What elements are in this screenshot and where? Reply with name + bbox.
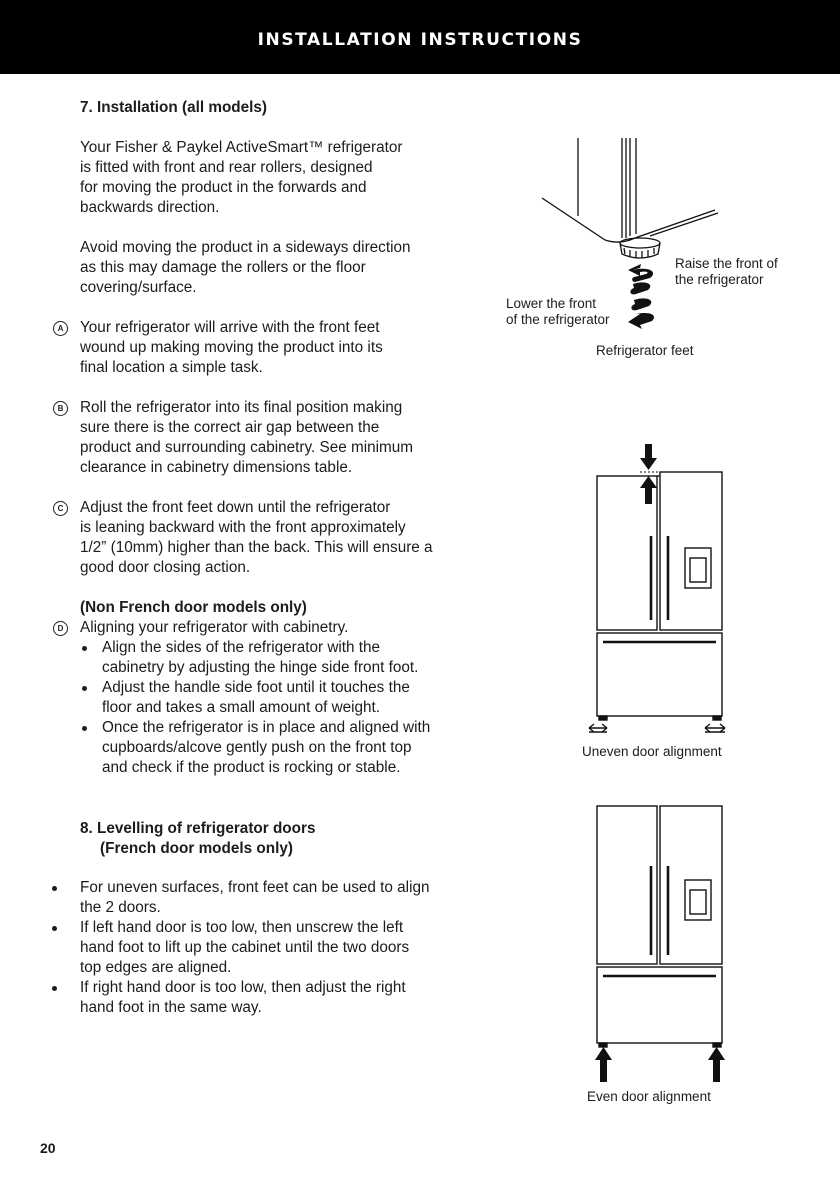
s8-bullet-3-line-1: If right hand door is too low, then adjust the right [80, 979, 406, 996]
s8-bullet-2-line-3: top edges are aligned. [80, 959, 232, 976]
step-a-line-3: final location a simple task. [80, 359, 263, 376]
step-c-line-3: 1/2” (10mm) higher than the back. This will ensure a [80, 539, 433, 556]
step-d-line: Aligning your refrigerator with cabinetry. [80, 619, 349, 636]
d-bullet-1-line-1: Align the sides of the refrigerator with the [102, 639, 381, 656]
page-number: 20 [40, 1140, 56, 1156]
step-a-marker: A [53, 321, 68, 336]
step-b-line-1: Roll the refrigerator into its final position making [80, 399, 403, 416]
s8-bullet-3-line-2: hand foot in the same way. [80, 999, 262, 1016]
d-bullet-1-line-2: cabinetry by adjusting the hinge side front foot. [102, 659, 419, 676]
step-d-marker: D [53, 621, 68, 636]
raise-label-line-2: the refrigerator [675, 272, 764, 287]
even-door-fridge-illustration [585, 800, 735, 1090]
uneven-door-fridge-illustration [585, 440, 735, 740]
d-bullet-2-line-2: floor and takes a small amount of weight. [102, 699, 381, 716]
step-a-line-2: wound up making moving the product into its [80, 339, 383, 356]
bullet-dot [52, 986, 57, 991]
avoid-line-3: covering/surface. [80, 279, 197, 296]
bullet-dot [52, 886, 57, 891]
intro-line-4: backwards direction. [80, 199, 220, 216]
lower-label-line-2: of the refrigerator [506, 312, 610, 327]
d-bullet-2-line-1: Adjust the handle side foot until it touches the [102, 679, 410, 696]
step-c-line-4: good door closing action. [80, 559, 251, 576]
uneven-caption: Uneven door alignment [582, 744, 722, 759]
header-title: INSTALLATION INSTRUCTIONS [257, 30, 583, 50]
raise-label-line-1: Raise the front of [675, 256, 778, 271]
d-bullet-3-line-2: cupboards/alcove gently push on the front top [102, 739, 412, 756]
intro-line-1: Your Fisher & Paykel ActiveSmart™ refrigerator [80, 139, 403, 156]
bullet-dot [82, 726, 87, 731]
section-7-heading: 7. Installation (all models) [80, 99, 267, 116]
step-c-marker: C [53, 501, 68, 516]
intro-line-3: for moving the product in the forwards and [80, 179, 367, 196]
d-bullet-3-line-3: and check if the product is rocking or stable. [102, 759, 401, 776]
step-b-marker: B [53, 401, 68, 416]
d-bullet-3-line-1: Once the refrigerator is in place and aligned with [102, 719, 431, 736]
feet-caption: Refrigerator feet [596, 343, 694, 358]
step-c-line-1: Adjust the front feet down until the refrigerator [80, 499, 391, 516]
bullet-dot [82, 646, 87, 651]
section-8-subheading: (French door models only) [100, 840, 293, 857]
step-b-line-2: sure there is the correct air gap between the [80, 419, 380, 436]
avoid-line-2: as this may damage the rollers or the floor [80, 259, 366, 276]
bullet-dot [52, 926, 57, 931]
s8-bullet-1-line-2: the 2 doors. [80, 899, 161, 916]
lower-label-line-1: Lower the front [506, 296, 597, 311]
step-c-line-2: is leaning backward with the front approximately [80, 519, 406, 536]
step-a-line-1: Your refrigerator will arrive with the front feet [80, 319, 380, 336]
page-header [0, 0, 840, 74]
section-8-heading: 8. Levelling of refrigerator doors [80, 820, 316, 837]
bullet-dot [82, 686, 87, 691]
s8-bullet-2-line-1: If left hand door is too low, then unscrew the left [80, 919, 404, 936]
intro-line-2: is fitted with front and rear rollers, designed [80, 159, 373, 176]
avoid-line-1: Avoid moving the product in a sideways direction [80, 239, 411, 256]
s8-bullet-2-line-2: hand foot to lift up the cabinet until the two doors [80, 939, 410, 956]
non-french-heading: (Non French door models only) [80, 599, 307, 616]
even-caption: Even door alignment [587, 1089, 711, 1104]
step-b-line-4: clearance in cabinetry dimensions table. [80, 459, 353, 476]
s8-bullet-1-line-1: For uneven surfaces, front feet can be used to align [80, 879, 430, 896]
step-b-line-3: product and surrounding cabinetry. See minimum [80, 439, 414, 456]
